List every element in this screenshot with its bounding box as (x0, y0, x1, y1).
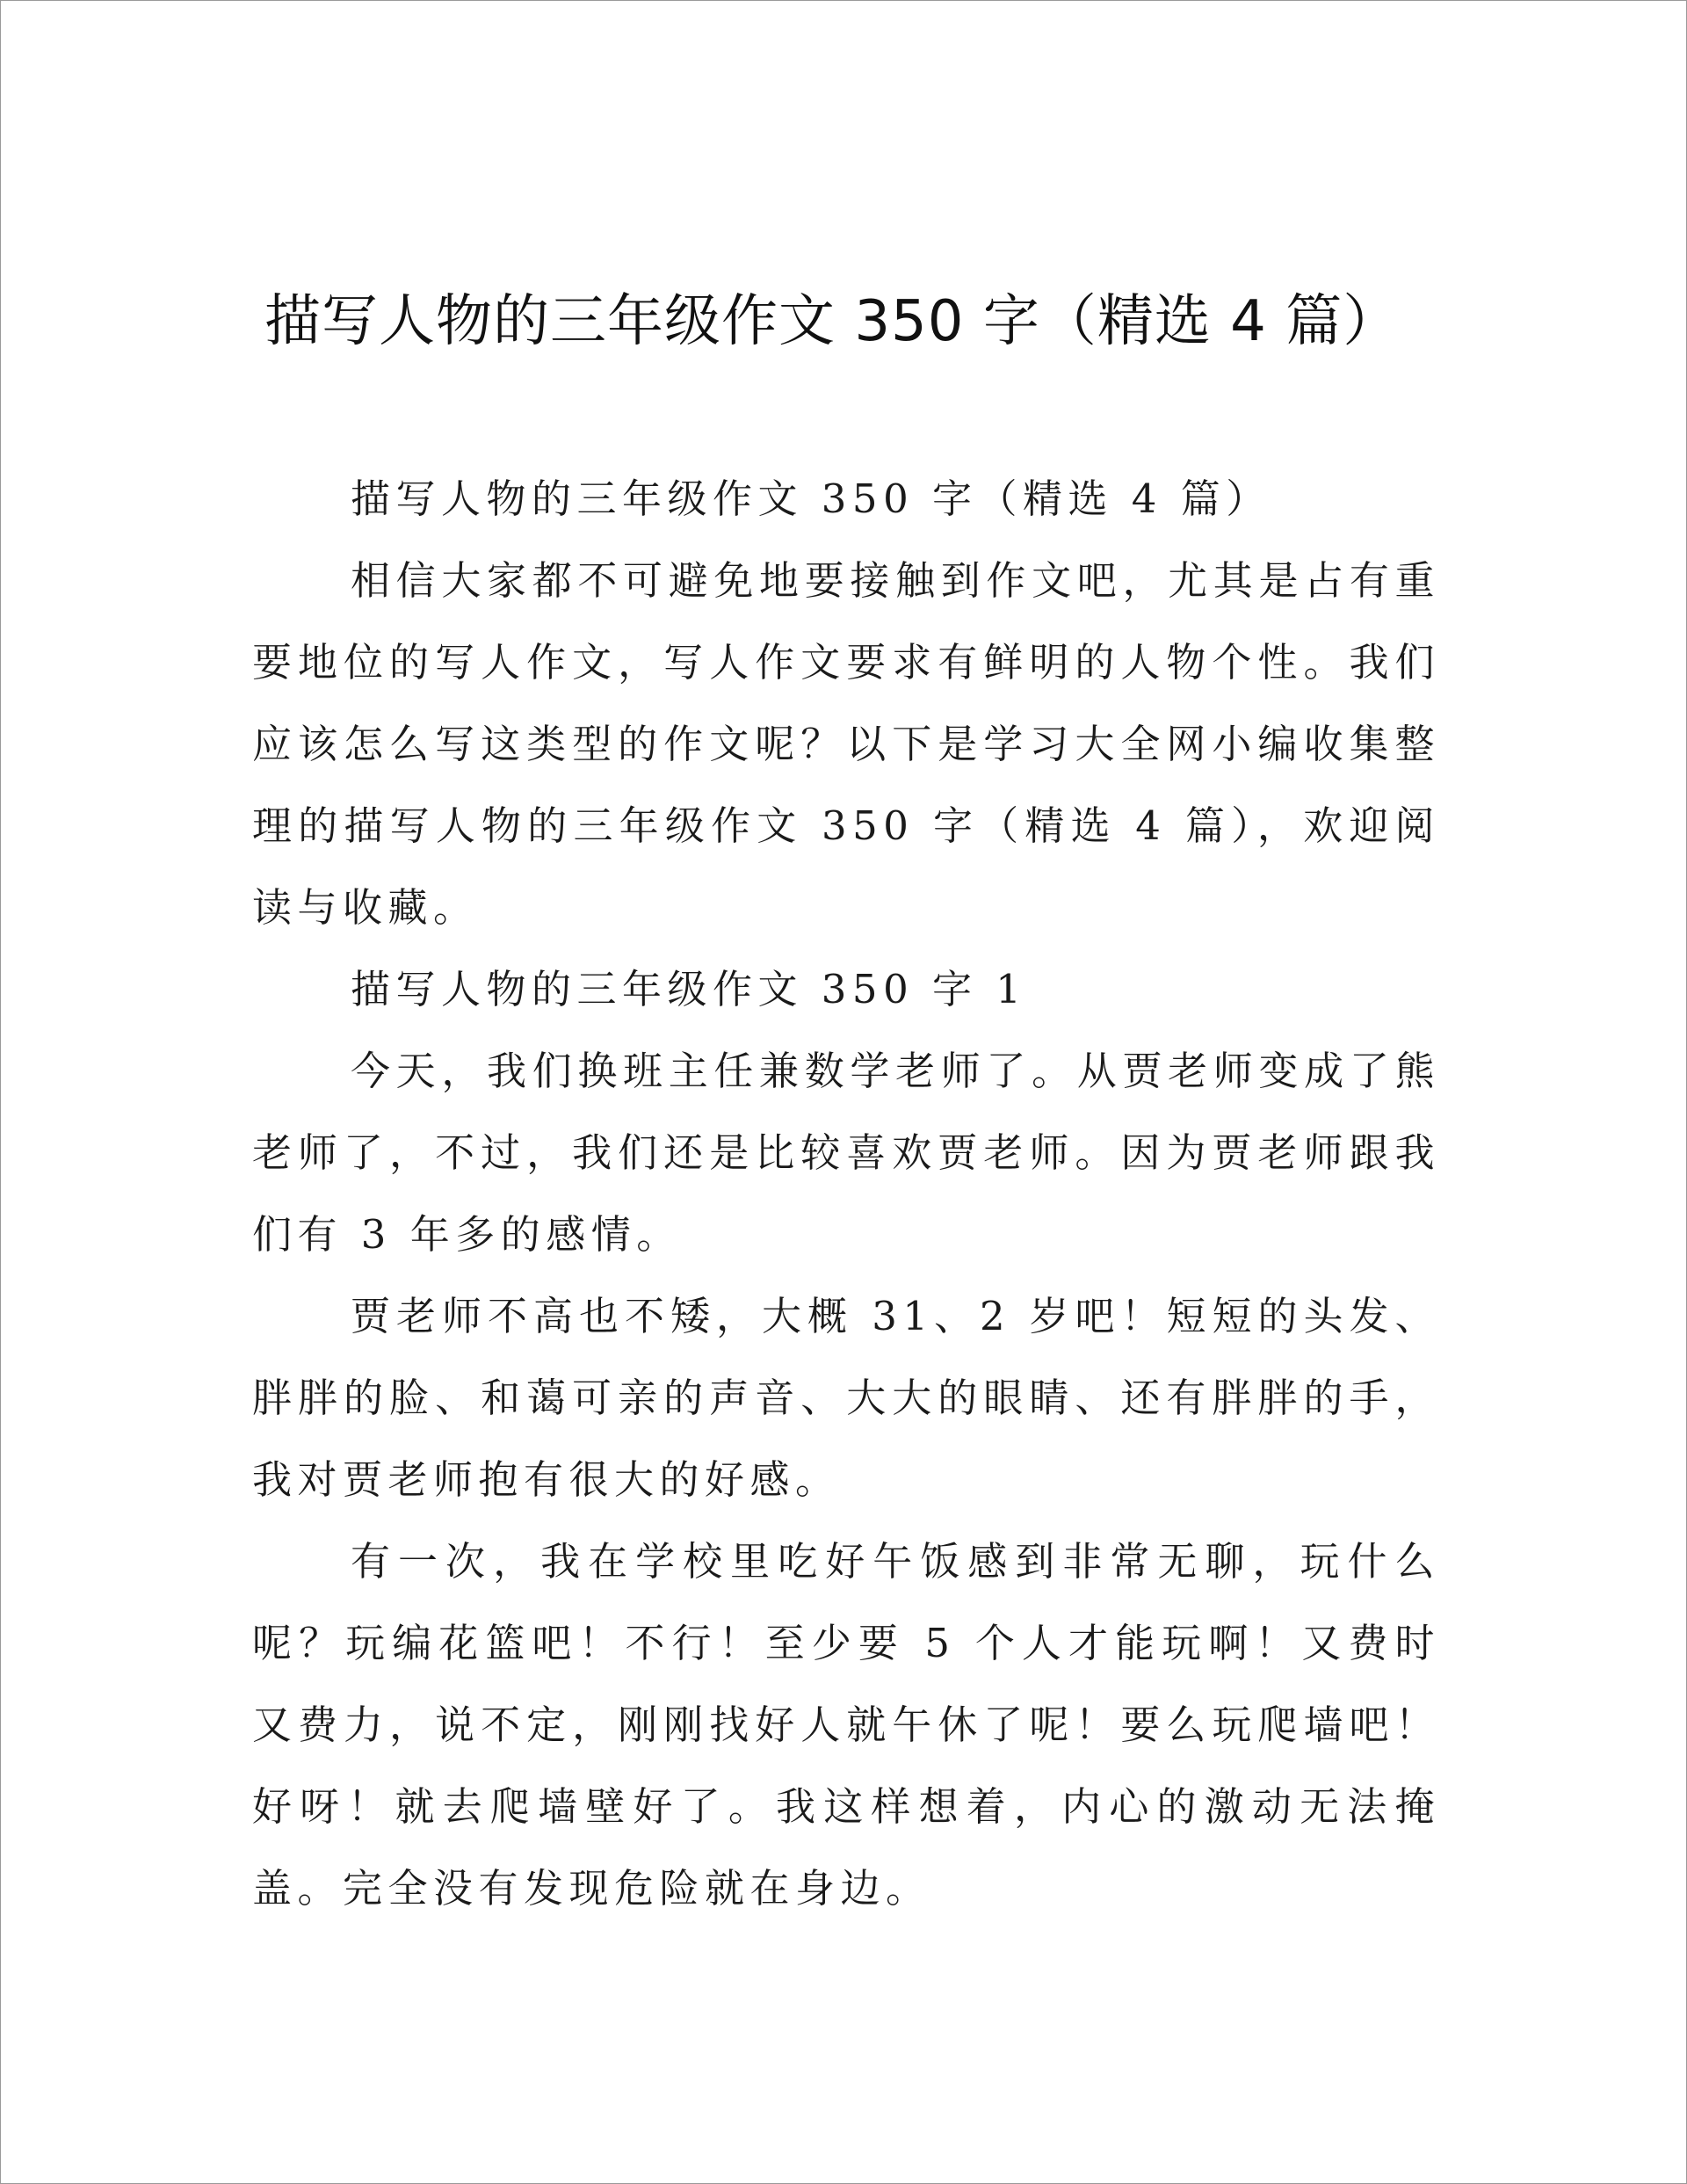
paragraph-intro: 相信大家都不可避免地要接触到作文吧，尤其是占有重要地位的写人作文，写人作文要求有鲜明的人物个性。我们应该怎么写这类型的作文呢？以下是学习大全网小编收集整理的描写人物的三年级作文 350 字（精选 4 篇），欢迎阅读与收藏。 (252, 557, 1440, 931)
section-heading: 描写人物的三年级作文 350 字 1 (351, 966, 1027, 1012)
paragraph: 贾老师不高也不矮，大概 31、2 岁吧！短短的头发、胖胖的脸、和蔼可亲的声音、大大的眼睛、还有胖胖的手，我对贾老师抱有很大的好感。 (252, 1293, 1440, 1503)
document-title: 描写人物的三年级作文 350 字（精选 4 篇） (264, 289, 1401, 354)
paragraph: 今天，我们换班主任兼数学老师了。从贾老师变成了熊老师了，不过，我们还是比较喜欢贾老师。因为贾老师跟我们有 3 年多的感情。 (252, 1048, 1440, 1258)
paragraph: 有一次，我在学校里吃好午饭感到非常无聊，玩什么呢？玩编花篮吧！不行！至少要 5 个人才能玩啊！又费时又费力，说不定，刚刚找好人就午休了呢！要么玩爬墙吧！好呀！就去爬墙壁好了。我这样想着，内心的激动无法掩盖。完全没有发现危险就在身边。 (252, 1538, 1440, 1912)
document-body (252, 458, 1440, 1929)
paragraph-subtitle: 描写人物的三年级作文 350 字（精选 4 篇） (351, 475, 1271, 522)
